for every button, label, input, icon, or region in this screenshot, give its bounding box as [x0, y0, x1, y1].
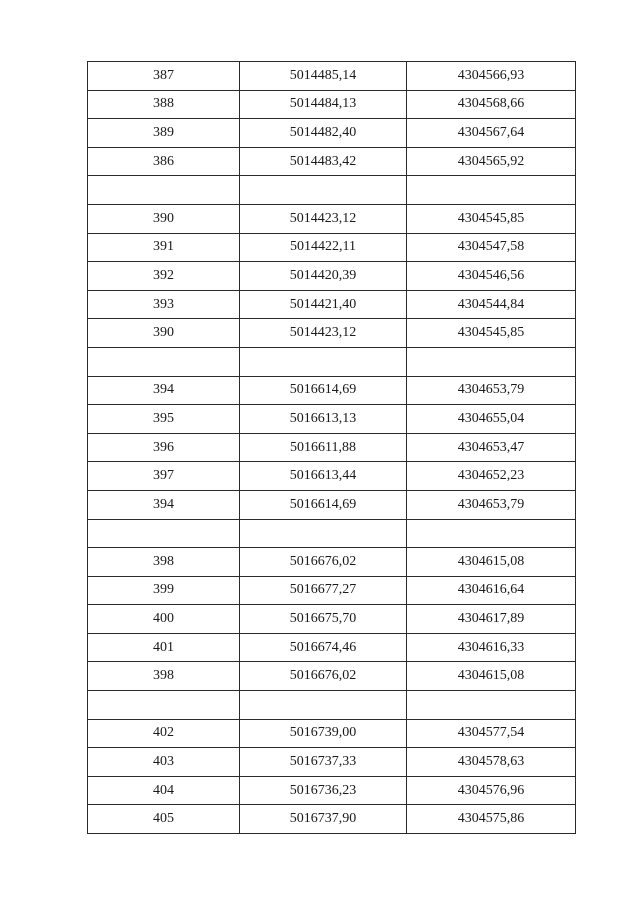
point-number-cell: 387 — [88, 62, 240, 91]
y-coordinate-cell: 4304653,79 — [407, 376, 576, 405]
y-coordinate-cell: 4304544,84 — [407, 290, 576, 319]
table-row — [88, 748, 576, 777]
x-coordinate-cell — [240, 519, 407, 548]
x-coordinate-cell: 5016737,90 — [240, 805, 407, 834]
coordinates-table — [87, 61, 576, 834]
table-row — [88, 405, 576, 434]
y-coordinate-cell: 4304575,86 — [407, 805, 576, 834]
x-coordinate-cell: 5014423,12 — [240, 319, 407, 348]
y-coordinate-cell: 4304655,04 — [407, 405, 576, 434]
x-coordinate-cell: 5014483,42 — [240, 147, 407, 176]
table-row — [88, 576, 576, 605]
x-coordinate-cell: 5016736,23 — [240, 776, 407, 805]
y-coordinate-cell: 4304565,92 — [407, 147, 576, 176]
point-number-cell — [88, 347, 240, 376]
y-coordinate-cell: 4304616,33 — [407, 633, 576, 662]
point-number-cell — [88, 691, 240, 720]
y-coordinate-cell: 4304578,63 — [407, 748, 576, 777]
x-coordinate-cell: 5014484,13 — [240, 90, 407, 119]
y-coordinate-cell: 4304568,66 — [407, 90, 576, 119]
x-coordinate-cell: 5014485,14 — [240, 62, 407, 91]
x-coordinate-cell: 5016611,88 — [240, 433, 407, 462]
point-number-cell — [88, 176, 240, 205]
separator-row — [88, 691, 576, 720]
point-number-cell: 400 — [88, 605, 240, 634]
point-number-cell: 389 — [88, 119, 240, 148]
x-coordinate-cell — [240, 347, 407, 376]
point-number-cell: 405 — [88, 805, 240, 834]
table-row — [88, 62, 576, 91]
point-number-cell: 391 — [88, 233, 240, 262]
point-number-cell: 388 — [88, 90, 240, 119]
table-row — [88, 90, 576, 119]
point-number-cell: 404 — [88, 776, 240, 805]
table-row — [88, 204, 576, 233]
point-number-cell: 392 — [88, 262, 240, 291]
point-number-cell: 394 — [88, 490, 240, 519]
separator-row — [88, 176, 576, 205]
x-coordinate-cell: 5014421,40 — [240, 290, 407, 319]
table-row — [88, 633, 576, 662]
y-coordinate-cell: 4304617,89 — [407, 605, 576, 634]
y-coordinate-cell: 4304546,56 — [407, 262, 576, 291]
table-row — [88, 119, 576, 148]
y-coordinate-cell: 4304653,79 — [407, 490, 576, 519]
y-coordinate-cell: 4304577,54 — [407, 719, 576, 748]
table-row — [88, 147, 576, 176]
point-number-cell: 399 — [88, 576, 240, 605]
table-row — [88, 805, 576, 834]
table-row — [88, 462, 576, 491]
x-coordinate-cell: 5016676,02 — [240, 662, 407, 691]
x-coordinate-cell: 5014482,40 — [240, 119, 407, 148]
table-row — [88, 262, 576, 291]
point-number-cell: 398 — [88, 548, 240, 577]
x-coordinate-cell: 5016675,70 — [240, 605, 407, 634]
point-number-cell: 398 — [88, 662, 240, 691]
point-number-cell: 390 — [88, 319, 240, 348]
y-coordinate-cell: 4304653,47 — [407, 433, 576, 462]
point-number-cell: 395 — [88, 405, 240, 434]
x-coordinate-cell: 5016739,00 — [240, 719, 407, 748]
x-coordinate-cell: 5016737,33 — [240, 748, 407, 777]
point-number-cell: 396 — [88, 433, 240, 462]
x-coordinate-cell: 5016676,02 — [240, 548, 407, 577]
separator-row — [88, 347, 576, 376]
table-row — [88, 233, 576, 262]
x-coordinate-cell: 5014422,11 — [240, 233, 407, 262]
table-row — [88, 776, 576, 805]
y-coordinate-cell: 4304567,64 — [407, 119, 576, 148]
table-row — [88, 490, 576, 519]
table-row — [88, 290, 576, 319]
coordinates-table-body — [88, 62, 576, 834]
y-coordinate-cell: 4304615,08 — [407, 662, 576, 691]
x-coordinate-cell — [240, 176, 407, 205]
point-number-cell: 393 — [88, 290, 240, 319]
separator-row — [88, 519, 576, 548]
y-coordinate-cell: 4304652,23 — [407, 462, 576, 491]
y-coordinate-cell — [407, 347, 576, 376]
table-row — [88, 319, 576, 348]
table-row — [88, 433, 576, 462]
y-coordinate-cell: 4304576,96 — [407, 776, 576, 805]
y-coordinate-cell: 4304566,93 — [407, 62, 576, 91]
y-coordinate-cell: 4304545,85 — [407, 204, 576, 233]
y-coordinate-cell — [407, 691, 576, 720]
x-coordinate-cell: 5016614,69 — [240, 376, 407, 405]
x-coordinate-cell: 5014423,12 — [240, 204, 407, 233]
y-coordinate-cell — [407, 519, 576, 548]
x-coordinate-cell — [240, 691, 407, 720]
x-coordinate-cell: 5016614,69 — [240, 490, 407, 519]
point-number-cell — [88, 519, 240, 548]
table-row — [88, 719, 576, 748]
point-number-cell: 402 — [88, 719, 240, 748]
table-row — [88, 605, 576, 634]
x-coordinate-cell: 5016674,46 — [240, 633, 407, 662]
point-number-cell: 397 — [88, 462, 240, 491]
point-number-cell: 401 — [88, 633, 240, 662]
point-number-cell: 403 — [88, 748, 240, 777]
point-number-cell: 394 — [88, 376, 240, 405]
y-coordinate-cell: 4304545,85 — [407, 319, 576, 348]
x-coordinate-cell: 5016613,44 — [240, 462, 407, 491]
y-coordinate-cell: 4304547,58 — [407, 233, 576, 262]
x-coordinate-cell: 5016677,27 — [240, 576, 407, 605]
y-coordinate-cell — [407, 176, 576, 205]
y-coordinate-cell: 4304616,64 — [407, 576, 576, 605]
x-coordinate-cell: 5014420,39 — [240, 262, 407, 291]
table-row — [88, 662, 576, 691]
x-coordinate-cell: 5016613,13 — [240, 405, 407, 434]
point-number-cell: 390 — [88, 204, 240, 233]
table-row — [88, 548, 576, 577]
table-row — [88, 376, 576, 405]
point-number-cell: 386 — [88, 147, 240, 176]
y-coordinate-cell: 4304615,08 — [407, 548, 576, 577]
